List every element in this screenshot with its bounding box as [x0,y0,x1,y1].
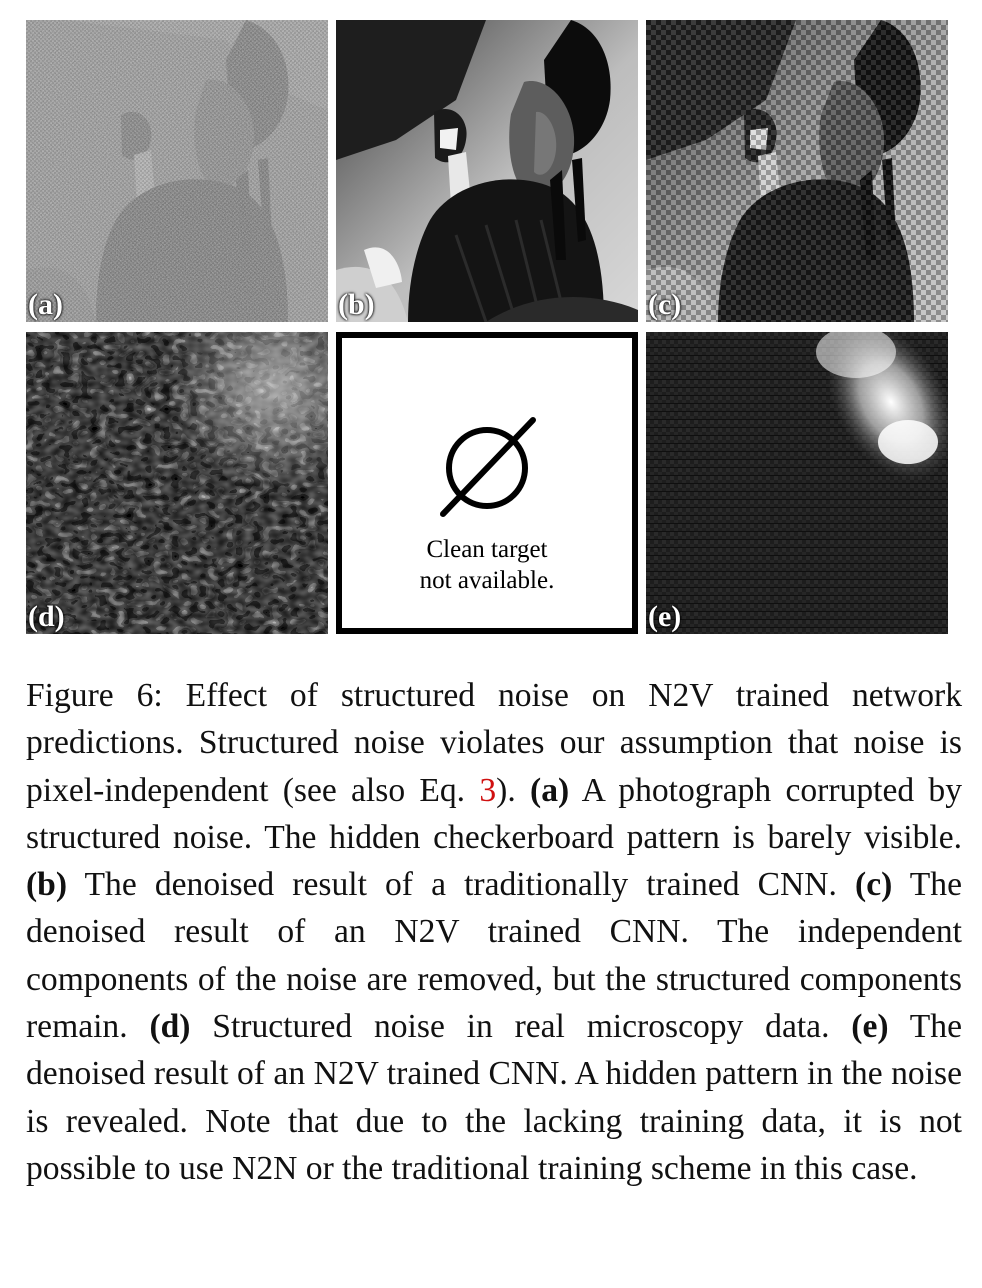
caption-label-c: (c) [855,866,893,904]
panel-label-c: (c) [648,288,682,321]
caption-label-a: (a) [530,771,570,809]
clean-target-line2: not available. [419,567,555,594]
equation-reference-link[interactable]: 3 [479,771,497,809]
caption-text-c: The denoised result of an N2V trained CNN. The independent components of the noise are removed, but the structured components remain. [26,866,963,1046]
n2v-photo-image [646,20,948,322]
empty-set-icon [433,414,541,522]
caption-intro-end: ). [496,771,516,809]
panel-d-microscopy-noise [26,332,328,634]
panel-b-denoised-photo [336,20,638,322]
clean-target-note [342,534,632,596]
microscopy-noise-image [26,332,328,634]
noisy-photo-image [26,20,328,322]
caption-label-d: (d) [149,1008,191,1046]
panel-label-a: (a) [28,288,63,321]
panel-a-noisy-photo [26,20,328,322]
clean-target-line1: Clean target [426,536,548,563]
panel-label-b: (b) [338,288,375,321]
n2v-microscopy-image [646,332,948,634]
panel-label-d: (d) [28,600,65,633]
caption-text-e: The denoised result of an N2V trained CNN. A hidden pattern in the noise is revealed. Note that due to the lacking training data, it is not possible to use N2N or the traditional training scheme in this case. [26,1008,962,1187]
denoised-photo-image [336,20,638,322]
caption-intro: Effect of structured noise on N2V trained network predictions. Structured noise violates our assumption that noise is pixel-independent (see also Eq. [26,677,963,809]
caption-text-d: Structured noise in real microscopy data. [212,1008,830,1046]
panel-clean-target-unavailable [336,332,638,634]
figure-caption [26,672,962,1192]
caption-text-b: The denoised result of a traditionally trained CNN. [84,866,837,904]
caption-label-b: (b) [26,866,68,904]
caption-label-e: (e) [851,1008,889,1046]
caption-text-a: A photograph corrupted by structured noise. The hidden checkerboard pattern is barely visible. [26,771,962,856]
panel-label-e: (e) [648,600,682,633]
figure-grid [26,20,948,638]
caption-prefix: Figure 6: [26,677,163,714]
panel-c-n2v-photo [646,20,948,322]
panel-e-n2v-microscopy [646,332,948,634]
